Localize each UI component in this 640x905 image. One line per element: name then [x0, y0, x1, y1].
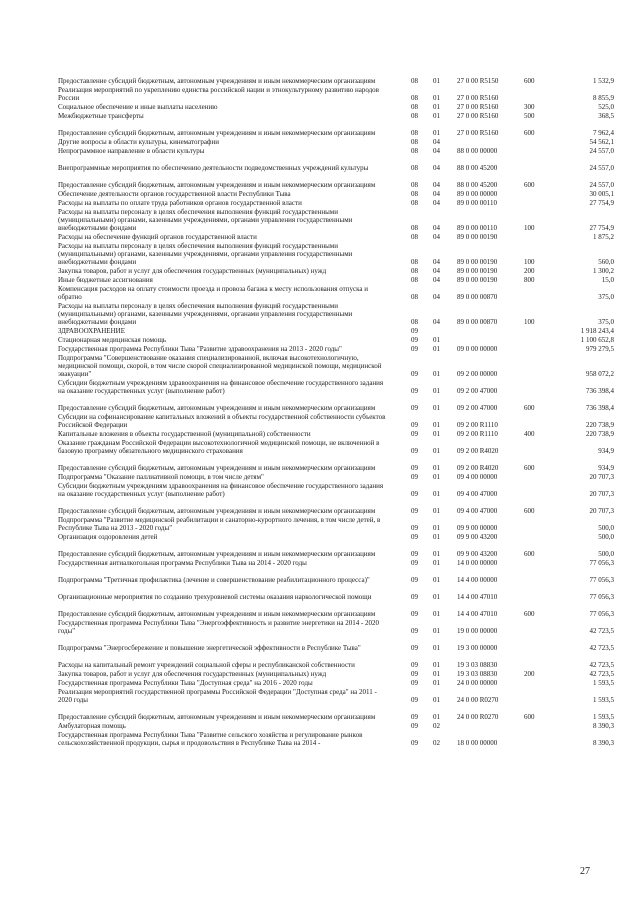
- row-subsection: 01: [433, 696, 440, 704]
- row-expense-type: 600: [524, 550, 535, 558]
- row-name: Расходы на обеспечение функций органов государственной власти: [58, 233, 257, 241]
- row-section: 09: [411, 644, 418, 652]
- row-subsection: 01: [433, 644, 440, 652]
- row-subsection: 01: [433, 404, 440, 412]
- row-subsection: 01: [433, 550, 440, 558]
- row-target-article: 14 0 00 00000: [457, 559, 498, 567]
- row-section: 09: [411, 464, 418, 472]
- row-amount: 42 723,5: [589, 644, 614, 652]
- row-target-article: 89 0 00 00110: [457, 224, 497, 232]
- row-amount: 375,0: [598, 293, 614, 301]
- row-target-article: 09 2 00 00000: [457, 370, 498, 378]
- row-target-article: 09 2 00 47000: [457, 404, 498, 412]
- row-section: 08: [411, 276, 418, 284]
- row-amount: 77 056,3: [589, 559, 614, 567]
- table-row: [58, 635, 618, 652]
- row-section: 09: [411, 670, 418, 678]
- row-section: 09: [411, 345, 418, 353]
- row-subsection: 02: [433, 722, 440, 730]
- row-expense-type: 300: [524, 103, 535, 111]
- row-name: Закупка товаров, работ и услуг для обеспечения государственных (муниципальных) нужд: [58, 267, 327, 275]
- row-target-article: 88 0 00 00000: [457, 147, 498, 155]
- row-target-article: 09 9 00 43200: [457, 550, 498, 558]
- row-section: 09: [411, 370, 418, 378]
- row-name: Государственная программа Республики Тыва "Доступная среда" на 2016 - 2020 годы: [58, 679, 313, 687]
- row-target-article: 89 0 00 00110: [457, 199, 497, 207]
- row-amount: 736 398,4: [586, 387, 614, 395]
- row-expense-type: 600: [524, 507, 535, 515]
- row-target-article: 19 3 03 08830: [457, 670, 498, 678]
- row-name: Предоставление субсидий бюджетным, автономным учреждениям и иным некоммерческим организациям: [58, 404, 376, 412]
- row-target-article: 09 0 00 00000: [457, 345, 498, 353]
- row-subsection: 01: [433, 713, 440, 721]
- row-target-article: 09 4 00 47000: [457, 490, 498, 498]
- row-amount: 27 754,9: [589, 199, 614, 207]
- row-target-article: 09 9 00 43200: [457, 533, 498, 541]
- row-expense-type: 100: [524, 318, 535, 326]
- row-target-article: 19 0 00 00000: [457, 627, 498, 635]
- row-target-article: 09 2 00 R4020: [457, 447, 499, 455]
- table-row: [58, 558, 618, 567]
- row-name: Подпрограмма "Совершенствование оказания специализированной, включая высокотехнологичную, медицинской помощи, скорой, в том числе скорой специализированной медицинской помощи, медицинской эвакуации": [58, 354, 382, 378]
- table-row: [58, 704, 618, 721]
- table-row: [58, 301, 618, 326]
- row-subsection: 01: [433, 661, 440, 669]
- row-name: Подпрограмма "Энергосбережение и повышение энергетической эффективности в Республике Тыва": [58, 644, 361, 652]
- table-row: [58, 172, 618, 189]
- row-target-article: 27 0 00 R5150: [457, 77, 499, 85]
- row-section: 09: [411, 550, 418, 558]
- row-section: 09: [411, 713, 418, 721]
- row-target-article: 27 0 00 R5160: [457, 103, 499, 111]
- row-name: Субсидии на софинансирование капитальных вложений в объекты государственной собственности субъектов Российской Федерации: [58, 413, 386, 429]
- row-name: Предоставление субсидий бюджетным, автономным учреждениям и иным некоммерческим организациям: [58, 507, 376, 515]
- row-name: Подпрограмма "Оказание паллиативной помощи, в том числе детям": [58, 473, 264, 481]
- row-amount: 1 593,5: [593, 713, 614, 721]
- row-name: Субсидии бюджетным учреждениям здравоохранения на финансовое обеспечение государственного задания на оказание государственных услуг (выполнение работ): [58, 482, 384, 498]
- row-target-article: 24 0 00 00000: [457, 679, 498, 687]
- row-amount: 1 918 243,4: [580, 327, 614, 335]
- row-amount: 20 707,3: [589, 490, 614, 498]
- row-expense-type: 100: [524, 224, 535, 232]
- row-section: 09: [411, 490, 418, 498]
- row-section: 09: [411, 559, 418, 567]
- table-row: [58, 584, 618, 601]
- row-section: 08: [411, 94, 418, 102]
- row-expense-type: 600: [524, 404, 535, 412]
- row-amount: 8 390,3: [593, 722, 614, 730]
- row-subsection: 01: [433, 576, 440, 584]
- row-section: 08: [411, 181, 418, 189]
- row-section: 08: [411, 103, 418, 111]
- row-amount: 24 557,0: [589, 147, 614, 155]
- row-section: 09: [411, 610, 418, 618]
- row-name: Предоставление субсидий бюджетным, автономным учреждениям и иным некоммерческим организациям: [58, 181, 376, 189]
- table-row: [58, 455, 618, 472]
- row-target-article: 09 2 00 R1110: [457, 430, 498, 438]
- row-amount: 560,0: [598, 258, 614, 266]
- row-section: 08: [411, 190, 418, 198]
- row-section: 08: [411, 267, 418, 275]
- row-subsection: 04: [433, 190, 440, 198]
- row-subsection: 01: [433, 77, 440, 85]
- row-amount: 220 738,9: [586, 421, 614, 429]
- row-expense-type: 100: [524, 258, 535, 266]
- row-target-article: 14 4 00 47010: [457, 593, 498, 601]
- row-name: Организационные мероприятия по созданию трехуровневой системы оказания наркологической помощи: [58, 593, 372, 601]
- budget-table: [58, 68, 618, 747]
- row-amount: 1 300,2: [593, 267, 614, 275]
- row-name: Государственная программа Республики Тыва "Развитие сельского хозяйства и регулирование рынков сельскохозяйственной продукции, сырья и продовольствия в Республике Тыва на 2014 -: [58, 731, 363, 747]
- row-name: Государственная программа Республики Тыва "Энергоэффективность и развитие энергетики на 2014 - 2020 годы": [58, 619, 380, 635]
- row-section: 09: [411, 533, 418, 541]
- row-section: 09: [411, 722, 418, 730]
- row-expense-type: 600: [524, 713, 535, 721]
- table-row: [58, 137, 618, 146]
- table-row: [58, 412, 618, 429]
- row-name: Предоставление субсидий бюджетным, автономным учреждениям и иным некоммерческим организациям: [58, 129, 376, 137]
- row-subsection: 01: [433, 370, 440, 378]
- row-name: Оказание гражданам Российской Федерации высокотехнологичной медицинской помощи, не включенной в базовую программу обязательного медицинского страхования: [58, 439, 380, 455]
- row-target-article: 24 0 00 R0270: [457, 713, 499, 721]
- row-target-article: 89 0 00 00190: [457, 258, 498, 266]
- row-subsection: 04: [433, 224, 440, 232]
- row-name: Закупка товаров, работ и услуг для обеспечения государственных (муниципальных) нужд: [58, 670, 327, 678]
- table-row: [58, 120, 618, 137]
- row-amount: 500,0: [598, 550, 614, 558]
- row-amount: 77 056,3: [589, 576, 614, 584]
- row-expense-type: 600: [524, 77, 535, 85]
- row-name: Амбулаторная помощь: [58, 722, 126, 730]
- row-section: 09: [411, 524, 418, 532]
- row-section: 08: [411, 293, 418, 301]
- row-name: Организация оздоровления детей: [58, 533, 158, 541]
- row-section: 09: [411, 430, 418, 438]
- table-row: [58, 198, 618, 207]
- table-row: [58, 721, 618, 730]
- row-subsection: 01: [433, 507, 440, 515]
- row-amount: 8 390,3: [593, 739, 614, 747]
- row-amount: 979 279,5: [586, 345, 614, 353]
- table-row: [58, 395, 618, 412]
- row-section: 09: [411, 507, 418, 515]
- row-name: Государственная программа Республики Тыва "Развитие здравоохранения на 2013 - 2020 годы": [58, 345, 342, 353]
- row-target-article: 89 0 00 00870: [457, 293, 498, 301]
- table-row: [58, 326, 618, 335]
- row-expense-type: 600: [524, 464, 535, 472]
- row-amount: 42 723,5: [589, 670, 614, 678]
- row-name: Реализация мероприятий государственной программы Российской Федерации "Доступная среда" на 2011 - 2020 годы: [58, 688, 377, 704]
- row-amount: 1 593,5: [593, 696, 614, 704]
- row-name: Субсидии бюджетным учреждениям здравоохранения на финансовое обеспечение государственного задания на оказание государственных услуг (выполнение работ): [58, 379, 384, 395]
- row-subsection: 01: [433, 524, 440, 532]
- row-subsection: 04: [433, 199, 440, 207]
- row-subsection: 01: [433, 559, 440, 567]
- row-expense-type: 600: [524, 610, 535, 618]
- row-amount: 54 562,1: [589, 138, 614, 146]
- row-name: Обеспечение деятельности органов государственной власти Республики Тыва: [58, 190, 291, 198]
- row-name: Расходы на выплаты персоналу в целях обеспечения выполнения функций государственными (муниципальными) органами, казенными учреждениями, органами управления государственными внебюджетными фондами: [58, 302, 353, 326]
- table-row: [58, 378, 618, 395]
- row-section: 09: [411, 576, 418, 584]
- row-amount: 8 855,9: [593, 94, 614, 102]
- row-amount: 220 738,9: [586, 430, 614, 438]
- row-amount: 42 723,5: [589, 661, 614, 669]
- row-subsection: 01: [433, 627, 440, 635]
- table-row: [58, 353, 618, 378]
- row-amount: 934,9: [598, 447, 614, 455]
- row-subsection: 01: [433, 345, 440, 353]
- table-row: [58, 541, 618, 558]
- row-amount: 15,0: [601, 276, 614, 284]
- row-name: Непрограммное направление в области культуры: [58, 147, 205, 155]
- row-name: ЗДРАВООХРАНЕНИЕ: [58, 327, 125, 335]
- row-section: 08: [411, 233, 418, 241]
- table-row: [58, 266, 618, 275]
- row-subsection: 01: [433, 593, 440, 601]
- table-row: [58, 207, 618, 232]
- table-row: [58, 498, 618, 515]
- table-row: [58, 68, 618, 85]
- table-row: [58, 567, 618, 584]
- row-amount: 42 723,5: [589, 627, 614, 635]
- table-row: [58, 111, 618, 120]
- row-target-article: 88 0 00 45200: [457, 181, 498, 189]
- table-row: [58, 146, 618, 155]
- row-name: Социальное обеспечение и иные выплаты населению: [58, 103, 218, 111]
- row-subsection: 04: [433, 293, 440, 301]
- row-name: Подпрограмма "Третичная профилактика (лечение и совершенствование реабилитационного процесса)": [58, 576, 370, 584]
- row-section: 08: [411, 112, 418, 120]
- row-subsection: 04: [433, 276, 440, 284]
- row-target-article: 14 4 00 47010: [457, 610, 498, 618]
- row-target-article: 89 0 00 00190: [457, 267, 498, 275]
- row-name: Стационарная медицинская помощь: [58, 336, 167, 344]
- row-target-article: 27 0 00 R5160: [457, 112, 499, 120]
- row-name: Предоставление субсидий бюджетным, автономным учреждениям и иным некоммерческим организациям: [58, 77, 376, 85]
- row-amount: 1 593,5: [593, 679, 614, 687]
- row-target-article: 89 0 00 00190: [457, 233, 498, 241]
- row-target-article: 27 0 00 R5160: [457, 94, 499, 102]
- row-amount: 958 072,2: [586, 370, 614, 378]
- row-section: 09: [411, 593, 418, 601]
- row-name: Другие вопросы в области культуры, кинематографии: [58, 138, 219, 146]
- row-amount: 500,0: [598, 533, 614, 541]
- row-section: 08: [411, 318, 418, 326]
- table-row: [58, 429, 618, 438]
- row-name: Расходы на выплаты по оплате труда работников органов государственной власти: [58, 199, 302, 207]
- table-row: [58, 335, 618, 344]
- row-target-article: 09 9 00 00000: [457, 524, 498, 532]
- table-row: [58, 275, 618, 284]
- row-section: 08: [411, 164, 418, 172]
- table-row: [58, 678, 618, 687]
- table-row: [58, 232, 618, 241]
- row-target-article: 19 3 00 00000: [457, 644, 498, 652]
- row-subsection: 01: [433, 670, 440, 678]
- row-expense-type: 200: [524, 670, 535, 678]
- row-subsection: 01: [433, 94, 440, 102]
- row-name: Капитальные вложения в объекты государственной (муниципальной) собственности: [58, 430, 311, 438]
- row-subsection: 01: [433, 430, 440, 438]
- table-row: [58, 730, 618, 747]
- row-amount: 77 056,3: [589, 610, 614, 618]
- row-subsection: 01: [433, 490, 440, 498]
- row-amount: 934,9: [598, 464, 614, 472]
- row-expense-type: 500: [524, 112, 535, 120]
- page-number: 27: [580, 866, 590, 877]
- row-target-article: 89 0 00 00000: [457, 190, 498, 198]
- table-row: [58, 618, 618, 635]
- table-row: [58, 472, 618, 481]
- row-name: Реализация мероприятий по укреплению единства российской нации и этнокультурному развитию народов России: [58, 86, 379, 102]
- row-target-article: 09 4 00 00000: [457, 473, 498, 481]
- row-target-article: 14 4 00 00000: [457, 576, 498, 584]
- row-name: Предоставление субсидий бюджетным, автономным учреждениям и иным некоммерческим организациям: [58, 550, 376, 558]
- row-section: 08: [411, 258, 418, 266]
- row-amount: 525,0: [598, 103, 614, 111]
- row-amount: 20 707,3: [589, 507, 614, 515]
- row-name: Иные бюджетные ассигнования: [58, 276, 153, 284]
- row-name: Межбюджетные трансферты: [58, 112, 144, 120]
- row-amount: 24 557,0: [589, 164, 614, 172]
- row-amount: 7 962,4: [593, 129, 614, 137]
- row-subsection: 04: [433, 233, 440, 241]
- row-subsection: 04: [433, 318, 440, 326]
- row-section: 09: [411, 336, 418, 344]
- row-subsection: 01: [433, 533, 440, 541]
- row-amount: 375,0: [598, 318, 614, 326]
- row-expense-type: 400: [524, 430, 535, 438]
- row-section: 09: [411, 387, 418, 395]
- row-subsection: 01: [433, 387, 440, 395]
- row-section: 09: [411, 739, 418, 747]
- row-subsection: 01: [433, 421, 440, 429]
- row-amount: 77 056,3: [589, 593, 614, 601]
- row-expense-type: 800: [524, 276, 535, 284]
- row-amount: 1 875,2: [593, 233, 614, 241]
- row-subsection: 04: [433, 258, 440, 266]
- row-section: 08: [411, 77, 418, 85]
- row-name: Компенсация расходов на оплату стоимости проезда и провоза багажа к месту использования отпуска и обратно: [58, 285, 368, 301]
- row-target-article: 24 0 00 R0270: [457, 696, 499, 704]
- row-section: 09: [411, 627, 418, 635]
- row-name: Предоставление субсидий бюджетным, автономным учреждениям и иным некоммерческим организациям: [58, 713, 376, 721]
- row-target-article: 18 0 00 00000: [457, 739, 498, 747]
- row-subsection: 01: [433, 129, 440, 137]
- row-target-article: 09 4 00 47000: [457, 507, 498, 515]
- row-subsection: 04: [433, 164, 440, 172]
- row-name: Предоставление субсидий бюджетным, автономным учреждениям и иным некоммерческим организациям: [58, 464, 376, 472]
- row-subsection: 04: [433, 147, 440, 155]
- row-section: 09: [411, 679, 418, 687]
- row-target-article: 89 0 00 00190: [457, 276, 498, 284]
- table-row: [58, 344, 618, 353]
- row-section: 09: [411, 473, 418, 481]
- row-amount: 1 100 652,8: [580, 336, 614, 344]
- row-section: 09: [411, 696, 418, 704]
- table-row: [58, 241, 618, 266]
- row-subsection: 01: [433, 336, 440, 344]
- row-section: 08: [411, 147, 418, 155]
- row-section: 09: [411, 327, 418, 335]
- row-amount: 24 557,0: [589, 181, 614, 189]
- row-name: Расходы на выплаты персоналу в целях обеспечения выполнения функций государственными (муниципальными) органами, казенными учреждениями, органами управления государственными внебюджетными фондами: [58, 242, 353, 266]
- row-amount: 20 707,3: [589, 473, 614, 481]
- row-subsection: 01: [433, 447, 440, 455]
- row-subsection: 01: [433, 679, 440, 687]
- row-amount: 500,0: [598, 524, 614, 532]
- table-row: [58, 85, 618, 102]
- row-subsection: 01: [433, 103, 440, 111]
- row-name: Предоставление субсидий бюджетным, автономным учреждениям и иным некоммерческим организациям: [58, 610, 376, 618]
- row-target-article: 09 2 00 47000: [457, 387, 498, 395]
- row-name: Внепрограммные мероприятия по обеспечению деятельности подведомственных учреждений культуры: [58, 164, 369, 172]
- row-target-article: 09 2 00 R1110: [457, 421, 498, 429]
- table-row: [58, 284, 618, 301]
- row-target-article: 89 0 00 00870: [457, 318, 498, 326]
- row-expense-type: 600: [524, 181, 535, 189]
- row-name: Расходы на выплаты персоналу в целях обеспечения выполнения функций государственными (муниципальными) органами, казенными учреждениями, органами управления государственными внебюджетными фондами: [58, 208, 353, 232]
- row-target-article: 88 0 00 45200: [457, 164, 498, 172]
- row-name: Государственная антиалкогольная программа Республики Тыва на 2014 - 2020 годы: [58, 559, 307, 567]
- row-section: 09: [411, 404, 418, 412]
- row-amount: 30 005,1: [589, 190, 614, 198]
- row-section: 08: [411, 129, 418, 137]
- table-row: [58, 155, 618, 172]
- row-subsection: 04: [433, 267, 440, 275]
- row-subsection: 01: [433, 464, 440, 472]
- row-section: 09: [411, 661, 418, 669]
- row-section: 09: [411, 421, 418, 429]
- table-row: [58, 687, 618, 704]
- row-amount: 1 532,9: [593, 77, 614, 85]
- row-target-article: 09 2 00 R4020: [457, 464, 499, 472]
- row-section: 09: [411, 447, 418, 455]
- row-amount: 27 754,9: [589, 224, 614, 232]
- table-row: [58, 189, 618, 198]
- row-amount: 368,5: [598, 112, 614, 120]
- table-row: [58, 652, 618, 669]
- row-target-article: 27 0 00 R5160: [457, 129, 499, 137]
- row-section: 08: [411, 224, 418, 232]
- row-subsection: 02: [433, 739, 440, 747]
- table-row: [58, 438, 618, 455]
- row-subsection: 04: [433, 181, 440, 189]
- table-row: [58, 601, 618, 618]
- row-subsection: 04: [433, 138, 440, 146]
- table-row: [58, 532, 618, 541]
- row-name: Расходы на капитальный ремонт учреждений социальной сферы и республиканской собственности: [58, 661, 355, 669]
- row-expense-type: 600: [524, 129, 535, 137]
- table-row: [58, 102, 618, 111]
- row-name: Подпрограмма "Развитие медицинской реабилитации и санаторно-курортного лечения, в том числе детей, в Республике Тыва на 2013 - 2020 годы": [58, 516, 381, 532]
- row-section: 08: [411, 138, 418, 146]
- row-subsection: 01: [433, 112, 440, 120]
- table-row: [58, 669, 618, 678]
- row-subsection: 01: [433, 610, 440, 618]
- row-expense-type: 200: [524, 267, 535, 275]
- table-row: [58, 515, 618, 532]
- table-row: [58, 481, 618, 498]
- row-amount: 736 398,4: [586, 404, 614, 412]
- row-section: 08: [411, 199, 418, 207]
- row-target-article: 19 3 03 08830: [457, 661, 498, 669]
- row-subsection: 01: [433, 473, 440, 481]
